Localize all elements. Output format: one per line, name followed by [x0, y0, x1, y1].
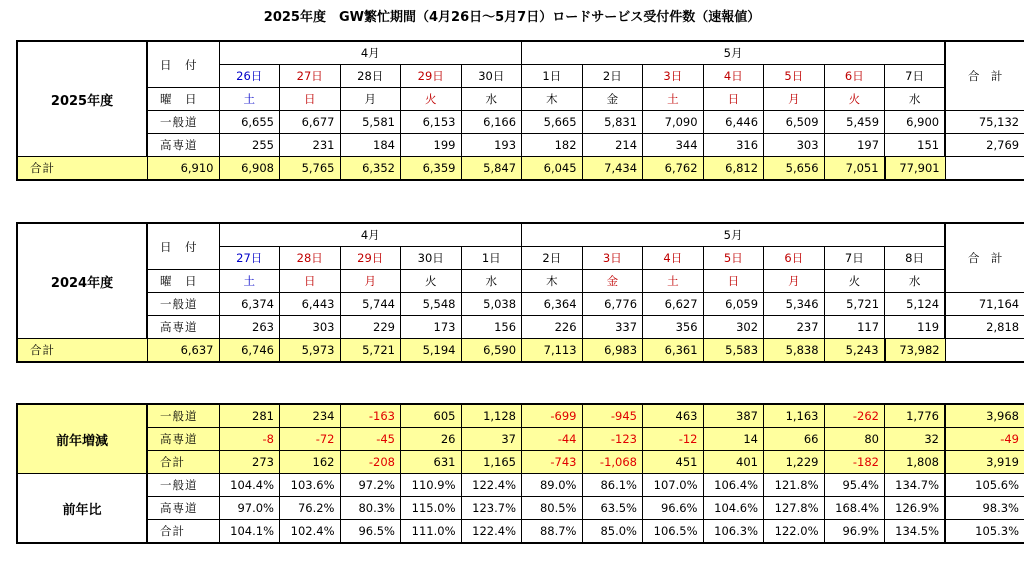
value-cell: 3,919: [945, 451, 1024, 474]
value-cell: 5,124: [885, 293, 946, 316]
value-cell: -72: [280, 428, 341, 451]
value-cell: 356: [643, 316, 704, 339]
value-cell: 6,983: [582, 339, 643, 363]
value-cell: 76.2%: [280, 497, 341, 520]
value-cell: 6,509: [764, 111, 825, 134]
value-cell: -945: [582, 404, 643, 428]
month-row: [17, 223, 1024, 247]
value-cell: 103.6%: [280, 474, 341, 497]
value-cell: 6,746: [219, 339, 280, 363]
express-label: 高専道: [147, 316, 219, 339]
value-cell: 337: [582, 316, 643, 339]
day-cell: 28日: [280, 247, 341, 270]
general-row: [17, 111, 1024, 134]
value-cell: 344: [643, 134, 704, 157]
day-cell: 6日: [764, 247, 825, 270]
value-cell: 303: [280, 316, 341, 339]
value-cell: 80.5%: [522, 497, 583, 520]
value-cell: 1,229: [764, 451, 825, 474]
weekday-label: 曜 日: [147, 270, 219, 293]
value-cell: 387: [703, 404, 764, 428]
day-cell: 4日: [703, 65, 764, 88]
value-cell: 6,776: [582, 293, 643, 316]
value-cell: 1,163: [764, 404, 825, 428]
month-april: 4月: [219, 223, 522, 247]
value-cell: 119: [885, 316, 946, 339]
value-cell: 96.6%: [643, 497, 704, 520]
value-cell: 263: [219, 316, 280, 339]
value-cell: 6,637: [147, 339, 219, 363]
value-cell: 193: [461, 134, 522, 157]
value-cell: 102.4%: [280, 520, 341, 544]
value-cell: 6,361: [643, 339, 704, 363]
value-cell: 5,581: [340, 111, 401, 134]
general-label: 一般道: [147, 293, 219, 316]
value-cell: -699: [522, 404, 583, 428]
day-cell: 2日: [522, 247, 583, 270]
value-cell: 5,665: [522, 111, 583, 134]
value-cell: 134.7%: [885, 474, 946, 497]
weekday-cell: 水: [461, 270, 522, 293]
value-cell: 199: [401, 134, 462, 157]
day-cell: 2日: [582, 65, 643, 88]
value-cell: 6,352: [340, 157, 401, 181]
value-cell: 105.3%: [945, 520, 1024, 544]
weekday-cell: 木: [522, 88, 583, 111]
total-header: 合 計: [945, 223, 1024, 293]
value-cell: 5,838: [764, 339, 825, 363]
value-cell: 226: [522, 316, 583, 339]
weekday-cell: 水: [885, 270, 946, 293]
value-cell: 71,164: [945, 293, 1024, 316]
weekday-cell: 土: [219, 270, 280, 293]
value-cell: 5,459: [824, 111, 885, 134]
ratio-subtotal-row: [17, 520, 1024, 544]
value-cell: 96.5%: [340, 520, 401, 544]
value-cell: 127.8%: [764, 497, 825, 520]
value-cell: 95.4%: [824, 474, 885, 497]
weekday-cell: 日: [280, 270, 341, 293]
weekday-cell: 土: [643, 88, 704, 111]
day-cell: 7日: [824, 247, 885, 270]
subtotal-label: 合計: [147, 520, 219, 544]
value-cell: 88.7%: [522, 520, 583, 544]
value-cell: 303: [764, 134, 825, 157]
value-cell: 2,818: [945, 316, 1024, 339]
report-title: 2025年度 GW繁忙期間（4月26日～5月7日）ロードサービス受付件数（速報値）: [263, 10, 761, 25]
value-cell: 66: [764, 428, 825, 451]
weekday-cell: 土: [643, 270, 704, 293]
month-row: [17, 41, 1024, 65]
value-cell: 14: [703, 428, 764, 451]
day-cell: 6日: [824, 65, 885, 88]
value-cell: 126.9%: [885, 497, 946, 520]
value-cell: 6,364: [522, 293, 583, 316]
value-cell: 5,765: [280, 157, 341, 181]
value-cell: 107.0%: [643, 474, 704, 497]
weekday-cell: 火: [401, 88, 462, 111]
day-cell: 29日: [340, 247, 401, 270]
weekday-cell: 金: [582, 270, 643, 293]
weekday-cell: 火: [824, 88, 885, 111]
month-may: 5月: [522, 41, 946, 65]
value-cell: 316: [703, 134, 764, 157]
express-row: [17, 316, 1024, 339]
value-cell: 5,243: [824, 339, 885, 363]
month-may: 5月: [522, 223, 946, 247]
table-2024: [16, 222, 1024, 363]
value-cell: -8: [219, 428, 280, 451]
value-cell: 6,443: [280, 293, 341, 316]
value-cell: 97.2%: [340, 474, 401, 497]
value-cell: 105.6%: [945, 474, 1024, 497]
value-cell: 237: [764, 316, 825, 339]
value-cell: 77,901: [885, 157, 946, 181]
value-cell: 162: [280, 451, 341, 474]
value-cell: 5,038: [461, 293, 522, 316]
value-cell: 1,128: [461, 404, 522, 428]
value-cell: 231: [280, 134, 341, 157]
value-cell: 122.4%: [461, 520, 522, 544]
weekday-cell: 月: [340, 270, 401, 293]
value-cell: 401: [703, 451, 764, 474]
value-cell: 168.4%: [824, 497, 885, 520]
value-cell: 451: [643, 451, 704, 474]
value-cell: -49: [945, 428, 1024, 451]
value-cell: 104.6%: [703, 497, 764, 520]
express-row: [17, 134, 1024, 157]
value-cell: 273: [219, 451, 280, 474]
value-cell: 110.9%: [401, 474, 462, 497]
weekday-label: 曜 日: [147, 88, 219, 111]
day-cell: 30日: [461, 65, 522, 88]
day-cell: 4日: [643, 247, 704, 270]
value-cell: 106.5%: [643, 520, 704, 544]
table-2025: [16, 40, 1024, 181]
value-cell: 106.4%: [703, 474, 764, 497]
value-cell: 214: [582, 134, 643, 157]
day-cell: 7日: [885, 65, 946, 88]
value-cell: 122.0%: [764, 520, 825, 544]
value-cell: 97.0%: [219, 497, 280, 520]
value-cell: 229: [340, 316, 401, 339]
value-cell: 96.9%: [824, 520, 885, 544]
value-cell: 5,721: [340, 339, 401, 363]
value-cell: 32: [885, 428, 946, 451]
value-cell: 5,973: [280, 339, 341, 363]
value-cell: 6,910: [147, 157, 219, 181]
weekday-cell: 月: [340, 88, 401, 111]
subtotal-label: 合計: [147, 451, 219, 474]
value-cell: 26: [401, 428, 462, 451]
value-cell: 5,346: [764, 293, 825, 316]
value-cell: 605: [401, 404, 462, 428]
subtotal-row: [17, 339, 1024, 363]
value-cell: 255: [219, 134, 280, 157]
year-label: 2024年度: [17, 223, 147, 339]
value-cell: 5,831: [582, 111, 643, 134]
weekday-cell: 日: [703, 270, 764, 293]
value-cell: 63.5%: [582, 497, 643, 520]
day-cell: 1日: [522, 65, 583, 88]
value-cell: 1,808: [885, 451, 946, 474]
value-cell: 7,051: [824, 157, 885, 181]
value-cell: 6,655: [219, 111, 280, 134]
general-label: 一般道: [147, 111, 219, 134]
value-cell: 2,769: [945, 134, 1024, 157]
day-cell: 29日: [401, 65, 462, 88]
value-cell: 75,132: [945, 111, 1024, 134]
value-cell: 6,446: [703, 111, 764, 134]
value-cell: -743: [522, 451, 583, 474]
value-cell: 80.3%: [340, 497, 401, 520]
value-cell: 117: [824, 316, 885, 339]
weekday-row: [17, 270, 1024, 293]
value-cell: 7,434: [582, 157, 643, 181]
ratio-general-row: [17, 474, 1024, 497]
general-row: [17, 293, 1024, 316]
weekday-cell: 金: [582, 88, 643, 111]
day-cell: 5日: [703, 247, 764, 270]
value-cell: 98.3%: [945, 497, 1024, 520]
value-cell: 85.0%: [582, 520, 643, 544]
value-cell: -1,068: [582, 451, 643, 474]
value-cell: 5,548: [401, 293, 462, 316]
weekday-cell: 木: [522, 270, 583, 293]
value-cell: 6,908: [219, 157, 280, 181]
value-cell: 7,090: [643, 111, 704, 134]
date-label: 日 付: [147, 41, 219, 88]
diff-subtotal-row: [17, 451, 1024, 474]
value-cell: 73,982: [885, 339, 946, 363]
ratio-express-row: [17, 497, 1024, 520]
value-cell: 234: [280, 404, 341, 428]
day-cell: 3日: [643, 65, 704, 88]
weekday-cell: 火: [824, 270, 885, 293]
value-cell: 463: [643, 404, 704, 428]
value-cell: 3,968: [945, 404, 1024, 428]
value-cell: 106.3%: [703, 520, 764, 544]
value-cell: 5,194: [401, 339, 462, 363]
value-cell: 173: [401, 316, 462, 339]
weekday-cell: 水: [885, 88, 946, 111]
value-cell: 5,721: [824, 293, 885, 316]
value-cell: 7,113: [522, 339, 583, 363]
diff-express-row: [17, 428, 1024, 451]
value-cell: 6,166: [461, 111, 522, 134]
value-cell: -208: [340, 451, 401, 474]
value-cell: 89.0%: [522, 474, 583, 497]
value-cell: 1,776: [885, 404, 946, 428]
value-cell: 5,583: [703, 339, 764, 363]
value-cell: 156: [461, 316, 522, 339]
day-cell: 28日: [340, 65, 401, 88]
value-cell: 6,900: [885, 111, 946, 134]
value-cell: 86.1%: [582, 474, 643, 497]
weekday-cell: 火: [401, 270, 462, 293]
value-cell: 631: [401, 451, 462, 474]
value-cell: 5,656: [764, 157, 825, 181]
day-cell: 30日: [401, 247, 462, 270]
subtotal-label: 合計: [17, 157, 147, 181]
subtotal-label: 合計: [17, 339, 147, 363]
value-cell: -12: [643, 428, 704, 451]
table-comparison: [16, 403, 1024, 544]
total-header: 合 計: [945, 41, 1024, 111]
weekday-cell: 月: [764, 270, 825, 293]
diff-general-row: [17, 404, 1024, 428]
value-cell: 122.4%: [461, 474, 522, 497]
value-cell: 121.8%: [764, 474, 825, 497]
value-cell: 6,762: [643, 157, 704, 181]
value-cell: 151: [885, 134, 946, 157]
day-cell: 26日: [219, 65, 280, 88]
express-label: 高専道: [147, 134, 219, 157]
month-april: 4月: [219, 41, 522, 65]
express-label: 高専道: [147, 428, 219, 451]
value-cell: 6,677: [280, 111, 341, 134]
weekday-cell: 日: [703, 88, 764, 111]
diff-label: 前年増減: [17, 404, 147, 474]
day-cell: 27日: [280, 65, 341, 88]
value-cell: -44: [522, 428, 583, 451]
value-cell: -45: [340, 428, 401, 451]
general-label: 一般道: [147, 474, 219, 497]
value-cell: 6,374: [219, 293, 280, 316]
ratio-label: 前年比: [17, 474, 147, 544]
value-cell: 6,627: [643, 293, 704, 316]
value-cell: 80: [824, 428, 885, 451]
value-cell: 302: [703, 316, 764, 339]
value-cell: 111.0%: [401, 520, 462, 544]
value-cell: 123.7%: [461, 497, 522, 520]
value-cell: 5,744: [340, 293, 401, 316]
value-cell: 6,359: [401, 157, 462, 181]
year-label: 2025年度: [17, 41, 147, 157]
weekday-cell: 水: [461, 88, 522, 111]
value-cell: -163: [340, 404, 401, 428]
weekday-row: [17, 88, 1024, 111]
day-cell: 27日: [219, 247, 280, 270]
value-cell: 182: [522, 134, 583, 157]
value-cell: 6,045: [522, 157, 583, 181]
value-cell: -182: [824, 451, 885, 474]
subtotal-row: [17, 157, 1024, 181]
day-cell: 3日: [582, 247, 643, 270]
value-cell: 197: [824, 134, 885, 157]
value-cell: 281: [219, 404, 280, 428]
value-cell: 134.5%: [885, 520, 946, 544]
value-cell: -123: [582, 428, 643, 451]
weekday-cell: 土: [219, 88, 280, 111]
value-cell: 115.0%: [401, 497, 462, 520]
day-cell: 5日: [764, 65, 825, 88]
day-cell: 1日: [461, 247, 522, 270]
weekday-cell: 月: [764, 88, 825, 111]
value-cell: 6,153: [401, 111, 462, 134]
value-cell: 104.1%: [219, 520, 280, 544]
value-cell: -262: [824, 404, 885, 428]
value-cell: 6,059: [703, 293, 764, 316]
weekday-cell: 日: [280, 88, 341, 111]
general-label: 一般道: [147, 404, 219, 428]
date-label: 日 付: [147, 223, 219, 270]
value-cell: 1,165: [461, 451, 522, 474]
value-cell: 184: [340, 134, 401, 157]
value-cell: 104.4%: [219, 474, 280, 497]
value-cell: 6,590: [461, 339, 522, 363]
value-cell: 37: [461, 428, 522, 451]
value-cell: 5,847: [461, 157, 522, 181]
value-cell: 6,812: [703, 157, 764, 181]
day-cell: 8日: [885, 247, 946, 270]
express-label: 高専道: [147, 497, 219, 520]
